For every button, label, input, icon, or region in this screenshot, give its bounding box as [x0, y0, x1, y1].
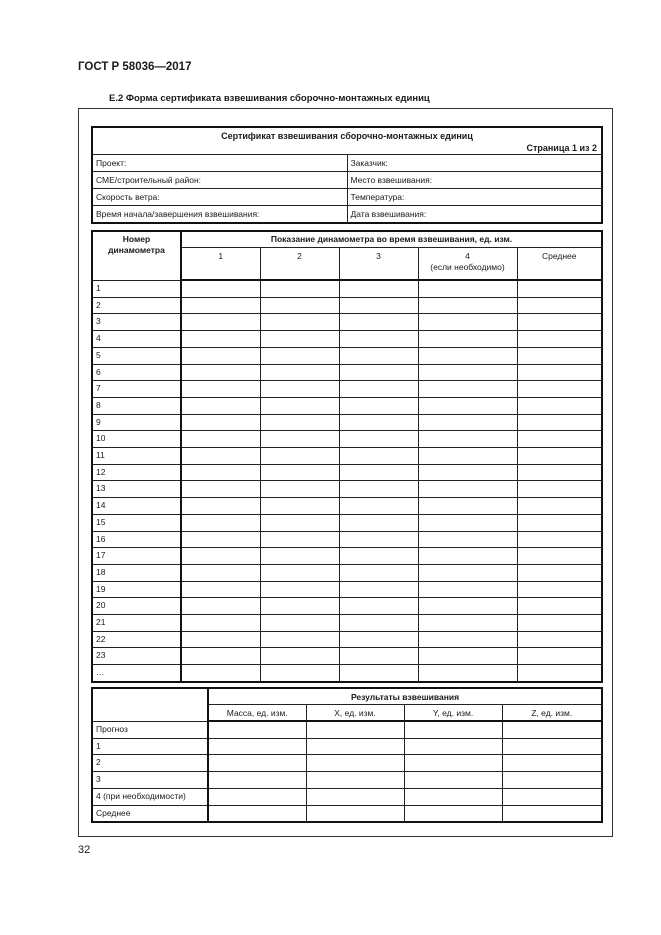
reading-cell [260, 464, 339, 481]
standard-code: ГОСТ Р 58036—2017 [78, 61, 192, 73]
readings-row [92, 431, 602, 448]
reading-cell [260, 297, 339, 314]
result-cell [502, 805, 602, 822]
readings-row [92, 381, 602, 398]
reading-cell [339, 564, 418, 581]
readings-column-header [181, 248, 260, 281]
readings-row [92, 581, 602, 598]
dynamometer-number: … [92, 665, 181, 682]
dynamometer-number: 14 [92, 498, 181, 515]
result-cell [306, 738, 404, 755]
reading-cell [339, 364, 418, 381]
results-corner-cell [92, 688, 208, 721]
result-cell [306, 755, 404, 772]
result-cell [404, 755, 502, 772]
reading-cell [517, 514, 602, 531]
readings-column-label: 4 (если необходимо) [430, 251, 505, 272]
dynamometer-number: 7 [92, 381, 181, 398]
reading-cell [418, 464, 517, 481]
dynamometer-number: 6 [92, 364, 181, 381]
results-column-header: X, ед. изм. [306, 705, 404, 722]
reading-cell [517, 615, 602, 632]
reading-cell [181, 414, 260, 431]
readings-column-header [339, 248, 418, 281]
result-cell [208, 721, 306, 738]
reading-cell [418, 598, 517, 615]
reading-cell [339, 514, 418, 531]
reading-cell [339, 397, 418, 414]
readings-row [92, 564, 602, 581]
dynamometer-number: 22 [92, 631, 181, 648]
dynamometer-number: 23 [92, 648, 181, 665]
readings-column-label: 2 [297, 251, 302, 261]
dynamometer-number: 21 [92, 615, 181, 632]
certificate-field-left: Проект: [92, 155, 347, 172]
reading-cell [517, 297, 602, 314]
dynamometer-number: 18 [92, 564, 181, 581]
dynamometer-number: 2 [92, 297, 181, 314]
result-cell [404, 788, 502, 805]
reading-cell [181, 531, 260, 548]
result-cell [306, 805, 404, 822]
reading-cell [181, 431, 260, 448]
results-column-header: Масса, ед. изм. [208, 705, 306, 722]
results-row-label: 1 [92, 738, 208, 755]
result-cell [404, 721, 502, 738]
reading-cell [260, 498, 339, 515]
reading-cell [181, 381, 260, 398]
dynamometer-number: 11 [92, 448, 181, 465]
reading-cell [181, 331, 260, 348]
reading-cell [339, 280, 418, 297]
reading-cell [339, 481, 418, 498]
reading-cell [260, 314, 339, 331]
reading-cell [260, 564, 339, 581]
reading-cell [339, 648, 418, 665]
readings-row [92, 331, 602, 348]
reading-cell [181, 397, 260, 414]
reading-cell [517, 564, 602, 581]
results-row [92, 755, 602, 772]
readings-row [92, 347, 602, 364]
certificate-field-right: Место взвешивания: [347, 172, 602, 189]
reading-cell [418, 648, 517, 665]
reading-cell [181, 464, 260, 481]
readings-row [92, 364, 602, 381]
reading-cell [517, 531, 602, 548]
reading-cell [260, 381, 339, 398]
results-row-label: 2 [92, 755, 208, 772]
reading-cell [260, 481, 339, 498]
reading-cell [339, 347, 418, 364]
readings-group-header: Показание динамометра во время взвешивания, ед. изм. [181, 231, 602, 248]
result-cell [208, 755, 306, 772]
reading-cell [260, 615, 339, 632]
reading-cell [260, 548, 339, 565]
certificate-field-left: Скорость ветра: [92, 189, 347, 206]
reading-cell [517, 648, 602, 665]
certificate-field-row [92, 172, 602, 189]
results-column-header: Y, ед. изм. [404, 705, 502, 722]
certificate-field-left: Время начала/завершения взвешивания: [92, 206, 347, 224]
readings-row [92, 498, 602, 515]
readings-row [92, 464, 602, 481]
results-group-header: Результаты взвешивания [208, 688, 602, 705]
reading-cell [517, 498, 602, 515]
result-cell [502, 788, 602, 805]
reading-cell [339, 381, 418, 398]
result-cell [306, 721, 404, 738]
reading-cell [418, 397, 517, 414]
results-row-label: 4 (при необходимости) [92, 788, 208, 805]
reading-cell [260, 448, 339, 465]
reading-cell [181, 665, 260, 682]
reading-cell [418, 448, 517, 465]
dynamometer-number: 16 [92, 531, 181, 548]
results-row-label: Среднее [92, 805, 208, 822]
reading-cell [418, 297, 517, 314]
results-row [92, 738, 602, 755]
readings-row [92, 514, 602, 531]
reading-cell [517, 581, 602, 598]
dynamometer-number: 15 [92, 514, 181, 531]
certificate-field-left: СМЕ/строительный район: [92, 172, 347, 189]
result-cell [208, 788, 306, 805]
reading-cell [418, 314, 517, 331]
certificate-field-row [92, 155, 602, 172]
dynamometer-number: 13 [92, 481, 181, 498]
reading-cell [517, 314, 602, 331]
reading-cell [339, 598, 418, 615]
readings-row [92, 665, 602, 682]
reading-cell [418, 481, 517, 498]
reading-cell [418, 531, 517, 548]
form-caption: Е.2 Форма сертификата взвешивания сборочно-монтажных единиц [109, 93, 430, 104]
results-row-label: 3 [92, 772, 208, 789]
result-cell [404, 772, 502, 789]
dynamometer-number: 10 [92, 431, 181, 448]
certificate-title-cell [92, 127, 602, 155]
reading-cell [260, 581, 339, 598]
readings-row [92, 448, 602, 465]
results-row [92, 772, 602, 789]
result-cell [208, 805, 306, 822]
reading-cell [339, 314, 418, 331]
reading-cell [517, 631, 602, 648]
result-cell [502, 721, 602, 738]
reading-cell [260, 414, 339, 431]
results-column-header: Z, ед. изм. [502, 705, 602, 722]
result-cell [502, 738, 602, 755]
reading-cell [339, 331, 418, 348]
readings-row [92, 548, 602, 565]
reading-cell [418, 364, 517, 381]
reading-cell [181, 581, 260, 598]
reading-cell [418, 615, 517, 632]
dynamometer-number: 12 [92, 464, 181, 481]
dynamometer-number: 4 [92, 331, 181, 348]
reading-cell [181, 514, 260, 531]
reading-cell [181, 347, 260, 364]
reading-cell [339, 665, 418, 682]
readings-row [92, 397, 602, 414]
results-row [92, 788, 602, 805]
reading-cell [517, 431, 602, 448]
reading-cell [517, 381, 602, 398]
readings-column-header [517, 248, 602, 281]
certificate-title: Сертификат взвешивания сборочно-монтажных единиц [221, 131, 473, 141]
reading-cell [181, 481, 260, 498]
reading-cell [260, 531, 339, 548]
reading-cell [181, 598, 260, 615]
reading-cell [418, 331, 517, 348]
results-row [92, 721, 602, 738]
reading-cell [418, 280, 517, 297]
reading-cell [260, 514, 339, 531]
reading-cell [418, 347, 517, 364]
readings-column-header [260, 248, 339, 281]
reading-cell [418, 414, 517, 431]
dynamometer-number: 5 [92, 347, 181, 364]
reading-cell [181, 548, 260, 565]
reading-cell [418, 631, 517, 648]
reading-cell [181, 631, 260, 648]
result-cell [306, 788, 404, 805]
reading-cell [339, 631, 418, 648]
reading-cell [517, 364, 602, 381]
reading-cell [181, 564, 260, 581]
reading-cell [418, 665, 517, 682]
readings-row [92, 531, 602, 548]
reading-cell [517, 347, 602, 364]
results-row [92, 805, 602, 822]
readings-column-label: 3 [376, 251, 381, 261]
result-cell [208, 738, 306, 755]
dynamometer-readings-table [91, 230, 603, 683]
reading-cell [181, 498, 260, 515]
reading-cell [339, 448, 418, 465]
reading-cell [339, 548, 418, 565]
reading-cell [517, 397, 602, 414]
reading-cell [517, 448, 602, 465]
readings-column-header [418, 248, 517, 281]
reading-cell [181, 648, 260, 665]
weighing-results-table [91, 687, 603, 823]
reading-cell [517, 414, 602, 431]
certificate-field-right: Дата взвешивания: [347, 206, 602, 224]
readings-row [92, 648, 602, 665]
certificate-header-table [91, 126, 603, 224]
reading-cell [339, 414, 418, 431]
certificate-field-row [92, 189, 602, 206]
dynamometer-number: 19 [92, 581, 181, 598]
reading-cell [418, 381, 517, 398]
dynamometer-number: 3 [92, 314, 181, 331]
reading-cell [181, 615, 260, 632]
reading-cell [260, 347, 339, 364]
reading-cell [260, 631, 339, 648]
reading-cell [339, 464, 418, 481]
readings-row [92, 631, 602, 648]
reading-cell [181, 448, 260, 465]
reading-cell [339, 615, 418, 632]
certificate-field-right: Заказчик: [347, 155, 602, 172]
result-cell [306, 772, 404, 789]
reading-cell [339, 498, 418, 515]
readings-row [92, 598, 602, 615]
readings-row [92, 280, 602, 297]
readings-row [92, 297, 602, 314]
readings-row [92, 481, 602, 498]
reading-cell [181, 364, 260, 381]
result-cell [502, 772, 602, 789]
reading-cell [260, 665, 339, 682]
readings-column-label: Среднее [541, 251, 577, 261]
reading-cell [517, 548, 602, 565]
reading-cell [418, 514, 517, 531]
reading-cell [418, 498, 517, 515]
reading-cell [339, 431, 418, 448]
certificate-field-right: Температура: [347, 189, 602, 206]
dynamometer-number: 8 [92, 397, 181, 414]
reading-cell [181, 297, 260, 314]
reading-cell [181, 314, 260, 331]
reading-cell [517, 331, 602, 348]
dynamometer-number: 17 [92, 548, 181, 565]
reading-cell [418, 581, 517, 598]
result-cell [404, 805, 502, 822]
reading-cell [517, 665, 602, 682]
page-number: 32 [78, 844, 91, 856]
reading-cell [517, 598, 602, 615]
dynamometer-number-header: Номер динамометра [92, 231, 181, 280]
reading-cell [260, 648, 339, 665]
dynamometer-number: 9 [92, 414, 181, 431]
readings-row [92, 414, 602, 431]
reading-cell [339, 297, 418, 314]
reading-cell [260, 431, 339, 448]
reading-cell [339, 581, 418, 598]
readings-column-label: 1 [218, 251, 224, 261]
reading-cell [339, 531, 418, 548]
page-indicator: Страница 1 из 2 [526, 143, 597, 153]
reading-cell [517, 481, 602, 498]
dynamometer-number: 20 [92, 598, 181, 615]
result-cell [208, 772, 306, 789]
reading-cell [181, 280, 260, 297]
dynamometer-number: 1 [92, 280, 181, 297]
results-row-label: Прогноз [92, 721, 208, 738]
reading-cell [517, 464, 602, 481]
certificate-field-row [92, 206, 602, 224]
result-cell [502, 755, 602, 772]
readings-row [92, 615, 602, 632]
reading-cell [260, 598, 339, 615]
result-cell [404, 738, 502, 755]
reading-cell [418, 548, 517, 565]
reading-cell [260, 331, 339, 348]
reading-cell [517, 280, 602, 297]
readings-row [92, 314, 602, 331]
reading-cell [260, 397, 339, 414]
reading-cell [418, 564, 517, 581]
reading-cell [260, 280, 339, 297]
reading-cell [260, 364, 339, 381]
reading-cell [418, 431, 517, 448]
